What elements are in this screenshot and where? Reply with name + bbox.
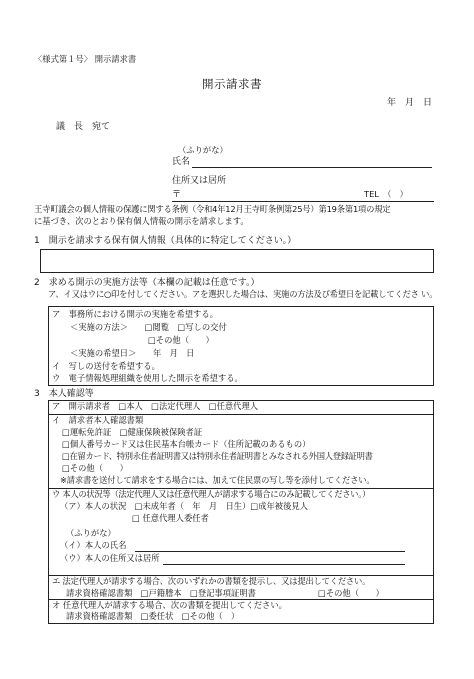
address-underline xyxy=(172,201,434,202)
id-doc-other[interactable]: □その他（ ） xyxy=(62,463,128,473)
id-doc-note: ※請求書を送付して請求をする場合には、加えて住民票の写し等を添付してください。 xyxy=(60,475,375,485)
principal-status-delegator[interactable]: □ 任意代理人委任者 xyxy=(132,513,209,523)
option-mail[interactable]: イ 写しの送付を希望する。 xyxy=(52,361,160,371)
section-1-input-box[interactable] xyxy=(40,249,434,273)
form-number: 〈様式第１号〉 開示請求書 xyxy=(34,54,137,64)
voluntary-rep-docs[interactable]: 請求資格確認書類 □委任状 □その他（ ） xyxy=(66,611,240,621)
legal-rep-docs[interactable]: 請求資格確認書類 □戸籍謄本 □登記事項証明書 xyxy=(66,588,256,598)
furigana-label: （ふりがな） xyxy=(178,145,228,155)
intro-line-1: 王寺町議会の個人情報の保護に関する条例（令和4年12月王寺町条例第25号）第19条第1項の規定 xyxy=(34,204,391,214)
method-line[interactable]: ＜実施の方法＞ □閲覧 □写しの交付 xyxy=(70,322,227,332)
postal-mark: 〒 xyxy=(172,190,182,200)
principal-status-heading: ウ 本人の状況等（法定代理人又は任意代理人が請求する場合にのみ記載してください。） xyxy=(52,489,371,499)
id-doc-residence[interactable]: □在留カード、特別永住者証明書又は特別永住者証明書とみなされる外国人登録証明書 xyxy=(62,451,373,461)
section-3-heading: 3 本人確認等 xyxy=(34,389,94,399)
option-electronic[interactable]: ウ 電子情報処理組織を使用した開示を希望する。 xyxy=(52,373,243,383)
name-underline xyxy=(192,167,432,168)
option-office[interactable]: ア 事務所における開示の実施を希望する。 xyxy=(52,309,218,319)
voluntary-rep-heading: オ 任意代理人が請求する場合、次の書類を提出してください。 xyxy=(52,600,287,610)
tel-label: TEL （ ） xyxy=(364,189,408,199)
principal-name-label: （イ）本人の氏名 xyxy=(60,540,127,550)
principal-status-line[interactable]: （ア）本人の状況 □未成年者（ 年 月 日生）□成年被後見人 xyxy=(60,501,308,511)
principal-address-underline[interactable] xyxy=(163,564,405,565)
section-1-heading: 1 開示を請求する保有個人情報（具体的に特定してください。） xyxy=(34,236,297,246)
section-2-note: ア、イ又はウに○印を付してください。アを選択した場合は、実施の方法及び希望日を記載してくださ い。 xyxy=(48,289,438,299)
name-label: 氏名 xyxy=(172,157,191,167)
id-docs-heading: イ 請求者本人確認書類 xyxy=(52,415,144,425)
address-label: 住所又は居所 xyxy=(172,176,227,186)
id-doc-mynumber[interactable]: □個人番号カード又は住民基本台帳カード（住所記載のあるもの） xyxy=(62,439,311,449)
id-doc-license[interactable]: □運転免許証 □健康保険被保険者証 xyxy=(62,427,203,437)
page-title: 開示請求書 xyxy=(202,77,262,91)
addressee: 議 長 宛て xyxy=(56,122,111,132)
intro-line-2: に基づき、次のとおり保有個人情報の開示を請求します。 xyxy=(34,216,249,226)
legal-rep-heading: エ 法定代理人が請求する場合、次のいずれかの書類を提示し、又は提出してください。 xyxy=(52,576,371,586)
desired-date-line[interactable]: ＜実施の希望日＞ 年 月 日 xyxy=(70,348,195,358)
principal-furigana: （ふりがな） xyxy=(66,528,116,538)
method-other[interactable]: □その他（ ） xyxy=(148,335,214,345)
requester-type-row[interactable]: ア 開示請求者 □本人 □法定代理人 □任意代理人 xyxy=(52,401,259,411)
section-2-heading: 2 求める開示の実施方法等（本欄の記載は任意です。） xyxy=(34,278,260,288)
legal-rep-other[interactable]: □その他（ ） xyxy=(318,588,384,598)
date-line: 年 月 日 xyxy=(387,98,433,108)
principal-name-underline[interactable] xyxy=(135,551,405,552)
principal-address-label: （ウ）本人の住所又は居所 xyxy=(60,553,160,563)
